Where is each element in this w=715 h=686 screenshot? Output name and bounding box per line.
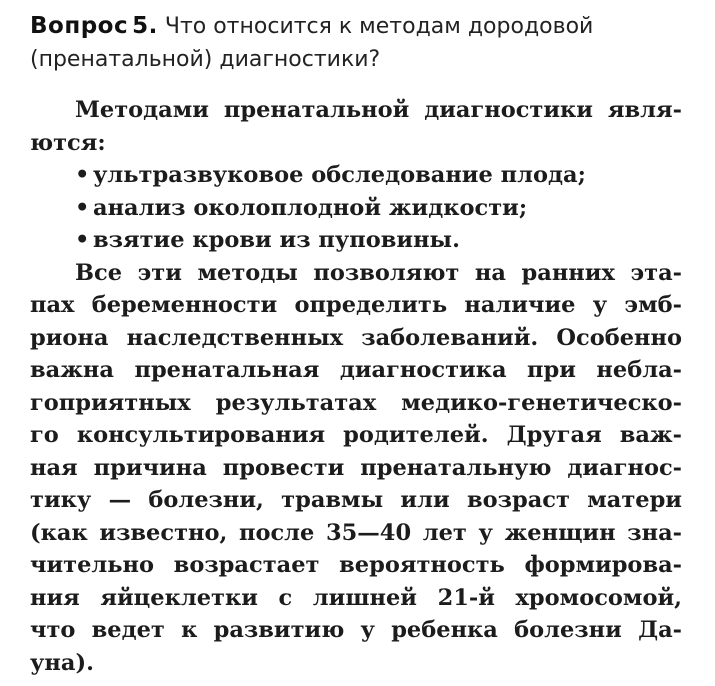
question-word: Вопрос — [30, 13, 129, 39]
question-label — [30, 13, 158, 39]
bullet-text: ультразвуковое обследование плода; — [93, 162, 586, 188]
paragraph-line: го консультирования родителей. Другая важ- — [30, 422, 682, 448]
bullet-item — [30, 192, 682, 225]
paragraph-line: тику — болезни, травмы или возраст матери — [30, 487, 682, 513]
answer-intro-line-1: Методами пренатальной диагностики явля- — [75, 97, 682, 123]
bullet-item — [30, 224, 682, 257]
bullet-text: взятие крови из пуповины. — [93, 227, 460, 253]
paragraph-line: (как известно, после 35—40 лет у женщин зна- — [30, 519, 682, 546]
paragraph-line: чительно возрастает вероятность формирова- — [30, 552, 682, 578]
question-block — [30, 10, 700, 76]
paragraph-line: гоприятных результатах медико-генетическо- — [30, 389, 682, 416]
answer-intro-line-2: ются: — [30, 129, 106, 156]
paragraph-line-last: уна). — [30, 649, 94, 676]
paragraph-line: ния яйцеклетки с лишней 21-й хромосомой, — [30, 584, 682, 611]
paragraph-line: ная причина провести пренатальную диагнос- — [30, 454, 682, 481]
bullet-marker: • — [75, 194, 90, 221]
bullet-item — [30, 159, 682, 192]
paragraph-line: важна пренатальная диагностика при небла- — [30, 357, 682, 383]
answer-block — [30, 94, 682, 679]
bullet-text: анализ околоплодной жидкости; — [93, 194, 528, 221]
question-line-1 — [30, 10, 700, 43]
paragraph-line: риона наследственных заболеваний. Особенно — [30, 324, 682, 351]
bullet-marker: • — [75, 162, 90, 188]
paragraph-line: пах беременности определить наличие у эмб- — [30, 292, 682, 318]
bullet-marker: • — [75, 227, 90, 253]
paragraph-line: что ведет к развитию у ребенка болезни Да- — [30, 617, 682, 643]
question-text-line-2: (пренатальной) диагностики? — [30, 47, 381, 72]
paragraph-line: Все эти методы позволяют на ранних эта- — [75, 259, 682, 286]
question-text-line-1: Что относится к методам дородовой — [164, 14, 594, 39]
question-number: 5. — [132, 13, 158, 39]
